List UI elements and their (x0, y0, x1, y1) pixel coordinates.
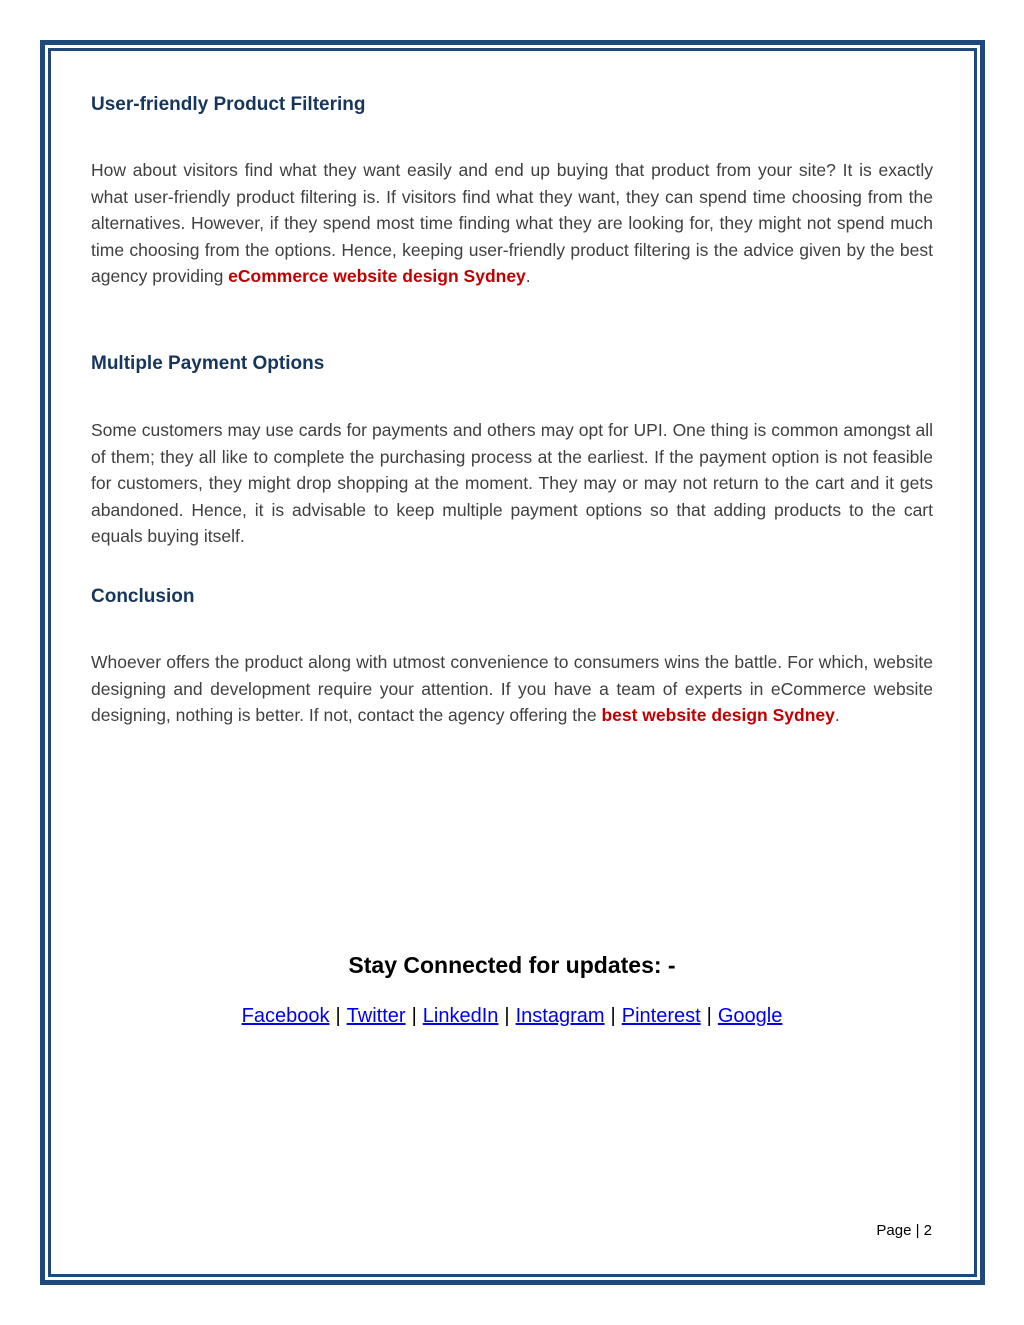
separator: | (411, 1005, 417, 1027)
social-links (0, 1005, 1024, 1028)
twitter-link[interactable]: Twitter (346, 1005, 406, 1027)
separator: | (335, 1005, 341, 1027)
separator: | (504, 1005, 510, 1027)
website-design-link[interactable]: best website design Sydney (601, 705, 835, 726)
section-paragraph-payment (91, 417, 933, 550)
section-paragraph-filtering (91, 157, 933, 290)
paragraph-text: Whoever offers the product along with utmost convenience to consumers wins the battle. For which, website designing and development require your attention. If you have a team of experts in eCommerce website designing, nothing is better. If not, contact the agency offering the (91, 652, 933, 726)
linkedin-link[interactable]: LinkedIn (422, 1005, 499, 1027)
section-heading-payment: Multiple Payment Options (91, 353, 325, 374)
separator: | (706, 1005, 712, 1027)
section-heading-filtering: User-friendly Product Filtering (91, 94, 366, 115)
instagram-link[interactable]: Instagram (515, 1005, 605, 1027)
paragraph-text: Some customers may use cards for payments and others may opt for UPI. One thing is common amongst all of them; they all like to complete the purchasing process at the earliest. If the payment option is not feasible for customers, they might drop shopping at the moment. They may or may not return to the cart and it gets abandoned. Hence, it is advisable to keep multiple payment options so that adding products to the cart equals buying itself. (91, 420, 933, 547)
separator: | (610, 1005, 616, 1027)
paragraph-end: . (834, 705, 840, 726)
google-link[interactable]: Google (717, 1005, 783, 1027)
pinterest-link[interactable]: Pinterest (621, 1005, 701, 1027)
ecommerce-design-link[interactable]: eCommerce website design Sydney (228, 266, 526, 287)
facebook-link[interactable]: Facebook (241, 1005, 330, 1027)
paragraph-end: . (525, 266, 531, 287)
section-heading-conclusion: Conclusion (91, 586, 195, 607)
section-paragraph-conclusion (91, 649, 933, 729)
stay-connected-heading: Stay Connected for updates: - (348, 952, 676, 978)
page-number: Page | 2 (876, 1222, 932, 1239)
paragraph-text: How about visitors find what they want easily and end up buying that product from your site? It is exactly what user-friendly product filtering is. If visitors find what they want, they can spend time choosing from the alternatives. However, if they spend most time finding what they are looking for, they might not spend much time choosing from the options. Hence, keeping user-friendly product filtering is the advice given by the best agency providing (91, 160, 933, 287)
